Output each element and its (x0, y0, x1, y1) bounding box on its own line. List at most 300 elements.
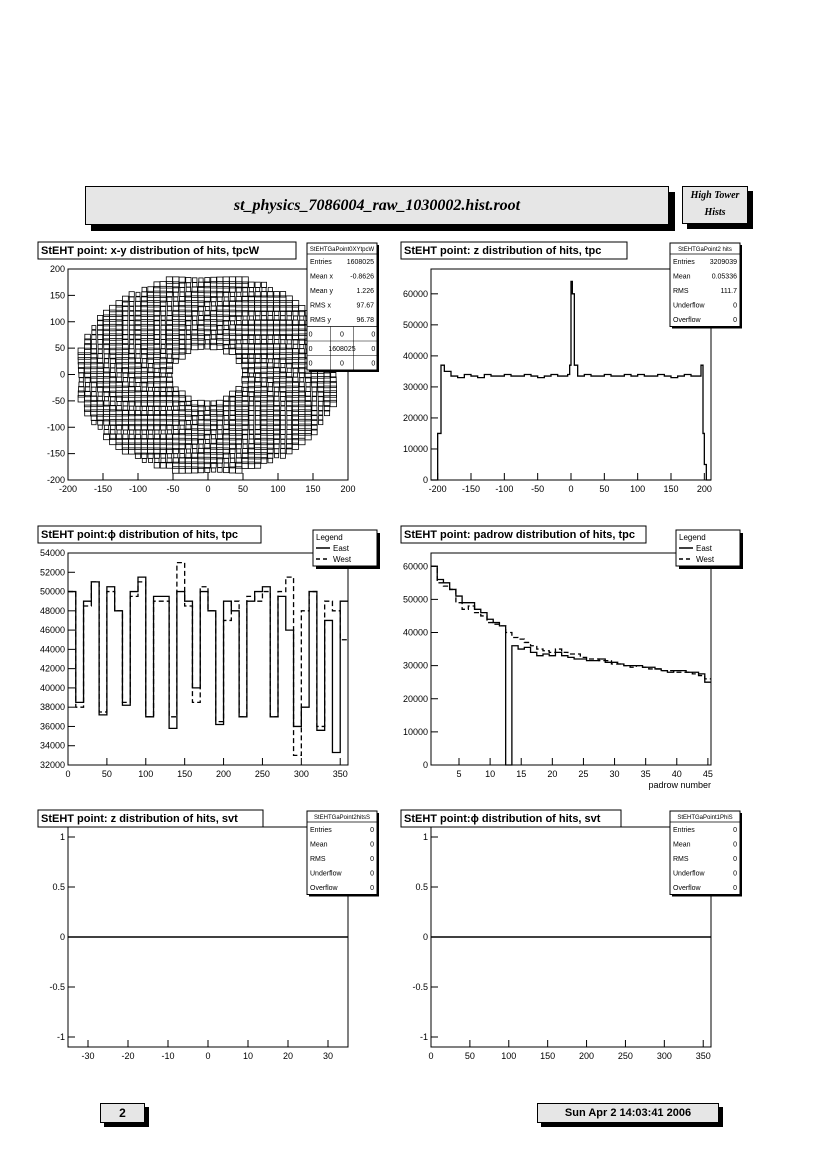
xy-point (154, 291, 160, 297)
xy-point (236, 405, 242, 411)
xy-point (218, 430, 222, 434)
xy-point (242, 405, 248, 411)
xy-point (185, 462, 191, 468)
xy-point (191, 301, 197, 307)
stats-value: 0 (733, 856, 737, 863)
xy-point (110, 343, 116, 349)
xy-point (128, 443, 134, 449)
xy-point (198, 334, 204, 340)
stats-grid-value: 0 (340, 360, 344, 368)
x-tick-label: 250 (254, 769, 270, 779)
xy-point (267, 306, 273, 312)
xy-point (236, 415, 242, 421)
xy-point (267, 324, 273, 330)
xy-point (286, 386, 292, 392)
xy-point (85, 382, 89, 386)
xy-point (173, 277, 179, 283)
xy-point (103, 377, 109, 383)
xy-point (191, 462, 197, 468)
xy-point (237, 292, 241, 296)
xy-point (167, 306, 171, 310)
xy-point (223, 329, 229, 335)
xy-point (249, 367, 255, 373)
xy-point (136, 354, 140, 358)
stats-value: 3209039 (709, 259, 737, 266)
xy-point (273, 348, 279, 354)
xy-point (142, 359, 146, 363)
xy-point (154, 330, 159, 335)
x-tick-label: 150 (540, 1051, 556, 1061)
xy-point (287, 434, 292, 439)
xy-point (117, 401, 121, 405)
xy-point (210, 453, 216, 459)
xy-point (280, 453, 285, 458)
xy-point (204, 419, 210, 425)
xy-point (248, 462, 254, 468)
xy-point (185, 305, 191, 311)
y-tick-label: 40000 (402, 350, 428, 361)
xy-point (123, 316, 128, 321)
y-tick-label: 0 (422, 932, 428, 942)
xy-point (236, 429, 242, 435)
xy-point (179, 438, 185, 444)
x-tick-label: 150 (663, 484, 679, 494)
x-tick-label: 250 (617, 1051, 633, 1061)
y-tick-label: -100 (46, 422, 65, 433)
xy-point (191, 296, 197, 302)
xy-point (210, 315, 216, 321)
y-tick-label: 30000 (402, 660, 428, 671)
xy-point (204, 286, 210, 292)
xy-point (212, 302, 216, 306)
xy-point (261, 282, 266, 287)
xy-point (261, 438, 267, 444)
xy-point (249, 320, 255, 326)
xy-point (242, 462, 248, 468)
xy-point (103, 329, 109, 335)
xy-point (223, 310, 229, 316)
xy-point (130, 311, 134, 315)
xy-point (141, 315, 147, 321)
x-tick-label: 20 (547, 769, 558, 779)
xy-point (261, 396, 267, 402)
xy-point (136, 382, 140, 386)
stats-value: 0 (733, 827, 737, 834)
stats-key: RMS y (310, 317, 331, 324)
xy-point (186, 277, 191, 282)
xy-point (129, 344, 134, 349)
xy-point (211, 339, 217, 345)
xy-point (103, 310, 109, 316)
xy-point (91, 362, 97, 368)
xy-point (199, 444, 203, 448)
xy-point (173, 339, 179, 345)
x-tick-label: 25 (578, 769, 589, 779)
xy-point (236, 419, 242, 425)
xy-point (122, 443, 128, 450)
xy-point (148, 382, 154, 388)
xy-point (306, 387, 310, 391)
xy-point (205, 406, 209, 410)
xy-point (149, 387, 153, 391)
xy-point (256, 288, 260, 292)
xy-point (243, 444, 247, 448)
xy-point (205, 401, 210, 406)
xy-point (160, 443, 166, 449)
stats-key: RMS (673, 288, 689, 295)
xy-point (267, 410, 273, 416)
xy-point (141, 334, 147, 340)
xy-point (192, 339, 198, 345)
x-tick-label: 100 (138, 769, 154, 779)
xy-point (198, 296, 204, 302)
xy-point (98, 425, 102, 429)
xy-point (280, 344, 286, 350)
xy-point (299, 410, 305, 416)
xy-point (186, 283, 190, 287)
xy-point (78, 353, 84, 359)
xy-point (281, 363, 285, 367)
x-tick-label: 150 (177, 769, 193, 779)
xy-point (116, 310, 122, 316)
stats-value: -0.8626 (350, 273, 374, 281)
y-tick-label: 0 (422, 475, 428, 485)
x-tick-label: -20 (121, 1051, 135, 1061)
xy-point (292, 386, 298, 392)
xy-point (292, 301, 298, 307)
xy-point (78, 396, 84, 402)
y-tick-label: 1 (59, 832, 65, 842)
xy-point (299, 400, 305, 406)
stats-value: 0 (733, 317, 737, 324)
stats-value: 1608025 (346, 259, 374, 266)
xy-point (229, 305, 235, 311)
xy-point (123, 330, 128, 335)
xy-point (224, 420, 228, 424)
x-tick-label: 50 (101, 769, 112, 779)
xy-point (116, 443, 122, 449)
xy-point (324, 381, 330, 387)
xy-point (292, 405, 298, 411)
xy-point (154, 286, 160, 292)
stats-value: 0 (733, 870, 737, 878)
xy-point (230, 321, 234, 325)
xy-point (161, 340, 165, 344)
xy-point (280, 420, 285, 425)
xy-point (173, 343, 179, 349)
x-tick-label: -100 (495, 484, 514, 494)
xy-point (217, 448, 223, 454)
stats-name: StEHTGaPoint2 hits (678, 247, 732, 253)
x-tick-label: -50 (531, 484, 545, 494)
stats-key: Mean (673, 841, 691, 849)
padrow-series-east (431, 566, 711, 765)
xy-point (147, 315, 153, 321)
xy-point (255, 462, 261, 468)
xy-point (267, 400, 273, 406)
xy-point (305, 424, 311, 430)
xy-point (242, 415, 248, 421)
xy-point (111, 368, 115, 372)
xy-point (243, 316, 247, 320)
xy-point (167, 302, 171, 306)
stats-name: StEHTGaPoint0XYtpcW (309, 247, 375, 253)
stats-value: 0 (733, 841, 737, 849)
xy-point (300, 316, 304, 320)
stats-key: Underflow (673, 870, 705, 878)
legend-entry: West (696, 555, 715, 564)
xy-point (293, 373, 297, 377)
x-tick-label: 30 (609, 769, 620, 779)
xy-point (122, 448, 128, 454)
legend-title: Legend (316, 533, 343, 542)
x-tick-label: -150 (461, 484, 481, 494)
xy-point (236, 329, 242, 335)
xy-point (116, 305, 122, 311)
xy-point (262, 287, 266, 291)
legend-entry: West (333, 555, 352, 564)
xy-point (229, 433, 235, 439)
xy-point (199, 311, 203, 315)
stats-grid-value: 0 (340, 331, 344, 339)
xy-point (280, 425, 285, 430)
xy-point (273, 301, 279, 307)
xy-point (218, 425, 222, 429)
xy-point (98, 354, 103, 359)
xy-point (324, 391, 330, 397)
xy-point (210, 415, 216, 421)
xy-point (217, 282, 223, 288)
xy-point (179, 320, 185, 326)
stats-grid-value: 0 (371, 360, 376, 368)
x-tick-label: 50 (237, 484, 249, 494)
xy-point (280, 381, 286, 387)
xy-point (98, 339, 103, 344)
xy-point (249, 425, 254, 430)
xy-point (92, 387, 96, 391)
xy-point (280, 301, 286, 307)
x-tick-label: 30 (322, 1051, 334, 1061)
xy-point (267, 353, 273, 359)
xy-point (161, 316, 165, 320)
xy-point (218, 463, 222, 467)
x-tick-label: 350 (695, 1051, 711, 1061)
timestamp: Sun Apr 2 14:03:41 2006 (564, 1107, 692, 1119)
xy-point (92, 330, 96, 334)
file-title: st_physics_7086004_raw_1030002.hist.root (233, 196, 521, 214)
xy-point (174, 454, 178, 458)
xy-point (161, 321, 165, 325)
xy-point (287, 425, 292, 430)
stats-key: Mean x (310, 273, 333, 281)
xy-point (255, 411, 260, 416)
xy-point (236, 410, 242, 416)
xy-point (236, 344, 242, 350)
xy-point (281, 411, 286, 416)
xy-point (135, 367, 141, 373)
stats-value: 0.05336 (711, 273, 737, 281)
xy-point (280, 324, 286, 330)
xy-point (236, 396, 242, 402)
xy-point (129, 302, 133, 306)
stats-value: 0 (733, 885, 737, 892)
xy-point (230, 406, 235, 411)
xy-point (249, 316, 253, 320)
y-tick-label: 50000 (402, 594, 428, 605)
xy-point (110, 334, 116, 340)
xy-point (147, 324, 153, 330)
x-tick-label: 100 (501, 1051, 517, 1061)
xy-point (141, 424, 147, 430)
xy-point (110, 305, 116, 311)
xy-point (261, 405, 267, 411)
y-tick-label: 0.5 (415, 882, 428, 892)
xy-point (255, 443, 261, 449)
xy-point (117, 430, 121, 434)
xy-point (173, 315, 179, 321)
xy-point (141, 372, 147, 378)
x-tick-label: -150 (93, 484, 113, 494)
xy-point (217, 277, 223, 283)
xy-point (261, 367, 267, 373)
xy-point (268, 359, 272, 363)
xy-point (204, 424, 210, 430)
y-tick-label: 54000 (39, 548, 65, 558)
x-axis-label: padrow number (648, 780, 711, 790)
xy-point (186, 287, 191, 292)
xy-point (78, 358, 84, 364)
y-tick-label: -0.5 (412, 982, 428, 992)
xy-point (242, 296, 248, 302)
xy-point (319, 406, 323, 410)
xy-point (135, 401, 141, 407)
xy-point (292, 396, 298, 402)
xy-point (167, 377, 173, 383)
xy-point (123, 378, 127, 382)
xy-point (300, 344, 304, 348)
xy-point (173, 320, 179, 326)
xy-point (330, 386, 336, 392)
x-tick-label: 0 (65, 769, 71, 779)
y-tick-label: 50 (54, 343, 65, 354)
x-tick-label: 35 (640, 769, 651, 779)
xy-point (236, 386, 242, 392)
xy-point (130, 340, 134, 344)
stats-value: 0 (370, 856, 374, 863)
xy-point (243, 387, 247, 391)
xy-point (261, 448, 267, 454)
xy-point (192, 439, 198, 445)
x-tick-label: 200 (340, 484, 356, 494)
xy-point (267, 429, 273, 435)
xy-point (254, 324, 260, 330)
xy-point (236, 400, 242, 406)
xy-point (254, 448, 260, 454)
xy-point (299, 405, 305, 411)
xy-point (155, 430, 159, 434)
xy-point (160, 291, 166, 297)
x-tick-label: 40 (671, 769, 682, 779)
xy-point (160, 282, 166, 288)
xy-point (98, 335, 103, 340)
xy-point (317, 372, 323, 378)
xy-point (167, 354, 171, 358)
xy-point (173, 324, 179, 330)
xy-point (85, 410, 91, 416)
stats-key: Mean (310, 841, 328, 849)
xy-point (154, 301, 160, 307)
xy-point (223, 282, 229, 288)
x-tick-label: 350 (332, 769, 348, 779)
stats-grid-value: 0 (308, 331, 313, 339)
xy-point (267, 438, 273, 444)
y-tick-label: -1 (419, 1032, 428, 1042)
xy-point (306, 382, 310, 386)
xy-point (136, 406, 140, 410)
xy-point (217, 344, 223, 350)
xy-point (255, 420, 260, 425)
stats-value: 97.67 (356, 302, 374, 310)
xy-point (254, 452, 260, 458)
stats-key: Entries (673, 259, 695, 266)
xy-point (229, 429, 235, 435)
chart-title: StEHT point: x-y distribution of hits, tpcW (41, 245, 260, 257)
xy-point (180, 425, 184, 429)
xy-point (161, 311, 166, 316)
xy-point (110, 324, 116, 330)
xy-point (248, 453, 254, 459)
xy-point (129, 448, 135, 454)
xy-point (281, 449, 286, 454)
xy-point (123, 430, 127, 434)
chart-title: StEHT point: z distribution of hits, tpc (404, 245, 602, 257)
y-tick-label: 100 (49, 316, 65, 327)
y-tick-label: 0 (59, 932, 65, 942)
xy-point (173, 329, 179, 335)
xy-point (199, 278, 203, 282)
xy-point (281, 435, 285, 439)
xy-point (261, 391, 267, 397)
x-tick-label: -100 (128, 484, 148, 494)
xy-point (116, 343, 122, 349)
xy-point (254, 301, 260, 307)
x-tick-label: 300 (293, 769, 309, 779)
badge-line2: Hists (704, 207, 726, 218)
xy-point (167, 401, 173, 407)
xy-point (103, 410, 109, 416)
xy-point (130, 406, 134, 410)
xy-point (147, 301, 153, 307)
xy-point (217, 410, 223, 416)
xy-point (173, 348, 179, 354)
xy-point (273, 372, 279, 378)
xy-point (160, 368, 166, 374)
x-tick-label: 150 (305, 484, 321, 494)
stats-key: Overflow (673, 885, 701, 892)
x-tick-label: 50 (599, 484, 610, 494)
xy-point (287, 368, 291, 372)
xy-point (198, 329, 204, 335)
x-tick-label: 200 (579, 1051, 595, 1061)
xy-point (211, 468, 215, 472)
xy-point (147, 329, 153, 335)
xy-point (312, 397, 316, 401)
xy-point (292, 358, 298, 364)
x-tick-label: 0 (205, 1051, 211, 1061)
xy-point (192, 467, 198, 473)
stats-key: Underflow (310, 870, 342, 878)
xy-point (160, 377, 166, 383)
